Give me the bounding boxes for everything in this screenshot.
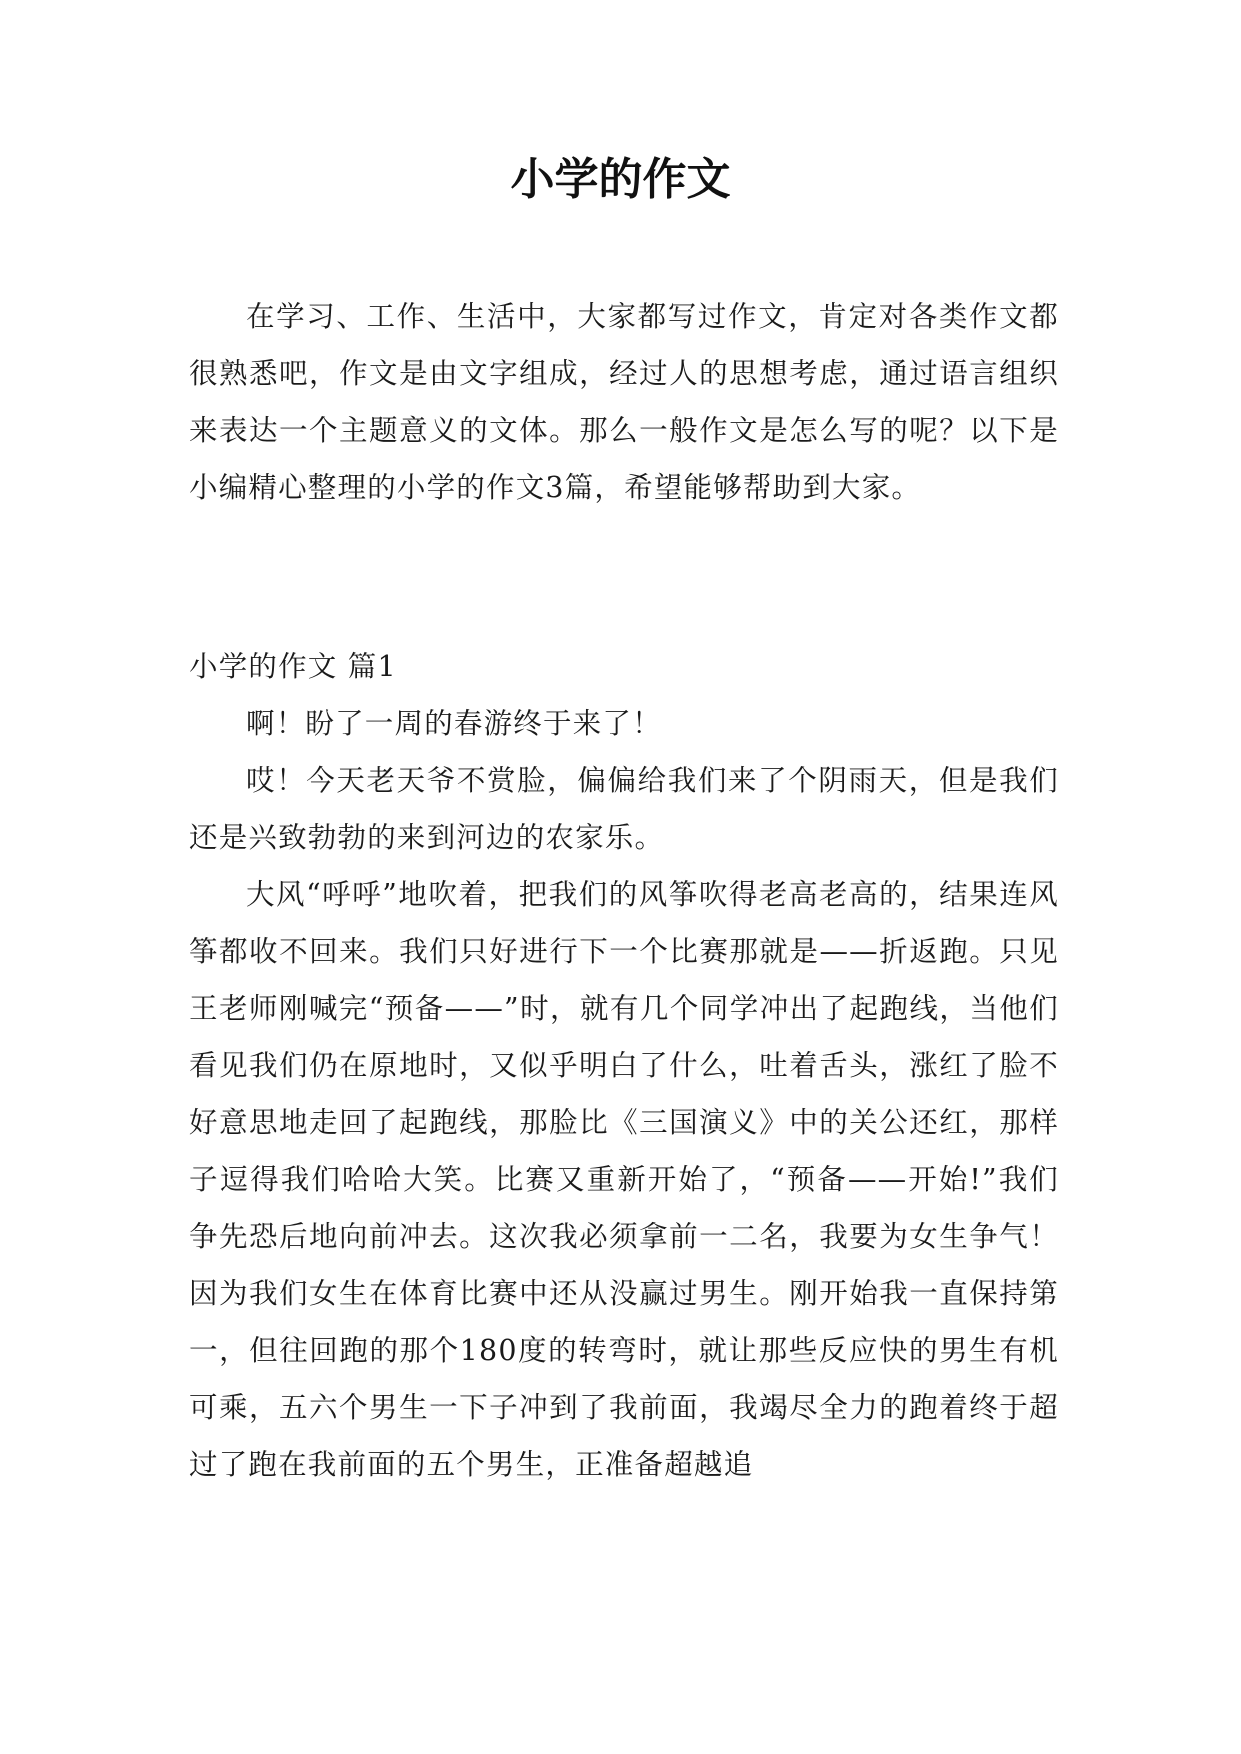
essay-section-1 (189, 638, 1059, 1493)
essay-paragraph-3: 大风“呼呼”地吹着，把我们的风筝吹得老高老高的，结果连风筝都收不回来。我们只好进行下一个比赛那就是——折返跑。只见王老师刚喊完“预备——”时，就有几个同学冲出了起跑线，当他们看见我们仍在原地时，又似乎明白了什么，吐着舌头，涨红了脸不好意思地走回了起跑线，那脸比《三国演义》中的关公还红，那样子逗得我们哈哈大笑。比赛又重新开始了，“预备——开始!”我们争先恐后地向前冲去。这次我必须拿前一二名，我要为女生争气！因为我们女生在体育比赛中还从没赢过男生。刚开始我一直保持第一，但往回跑的那个180度的转弯时，就让那些反应快的男生有机可乘，五六个男生一下子冲到了我前面，我竭尽全力的跑着终于超过了跑在我前面的五个男生，正准备超越追 (189, 878, 1059, 1481)
intro-block (189, 288, 1059, 516)
essay-paragraph-1: 啊！盼了一周的春游终于来了！ (246, 707, 662, 740)
section-heading: 小学的作文 篇1 (189, 650, 397, 683)
intro-paragraph: 在学习、工作、生活中，大家都写过作文，肯定对各类作文都很熟悉吧，作文是由文字组成，经过人的思想考虑，通过语言组织来表达一个主题意义的文体。那么一般作文是怎么写的呢？以下是小编精心整理的小学的作文3篇，希望能够帮助到大家。 (189, 300, 1059, 504)
essay-paragraph-2: 哎！今天老天爷不赏脸，偏偏给我们来了个阴雨天，但是我们还是兴致勃勃的来到河边的农家乐。 (189, 764, 1059, 854)
document-title: 小学的作文 (510, 154, 731, 205)
